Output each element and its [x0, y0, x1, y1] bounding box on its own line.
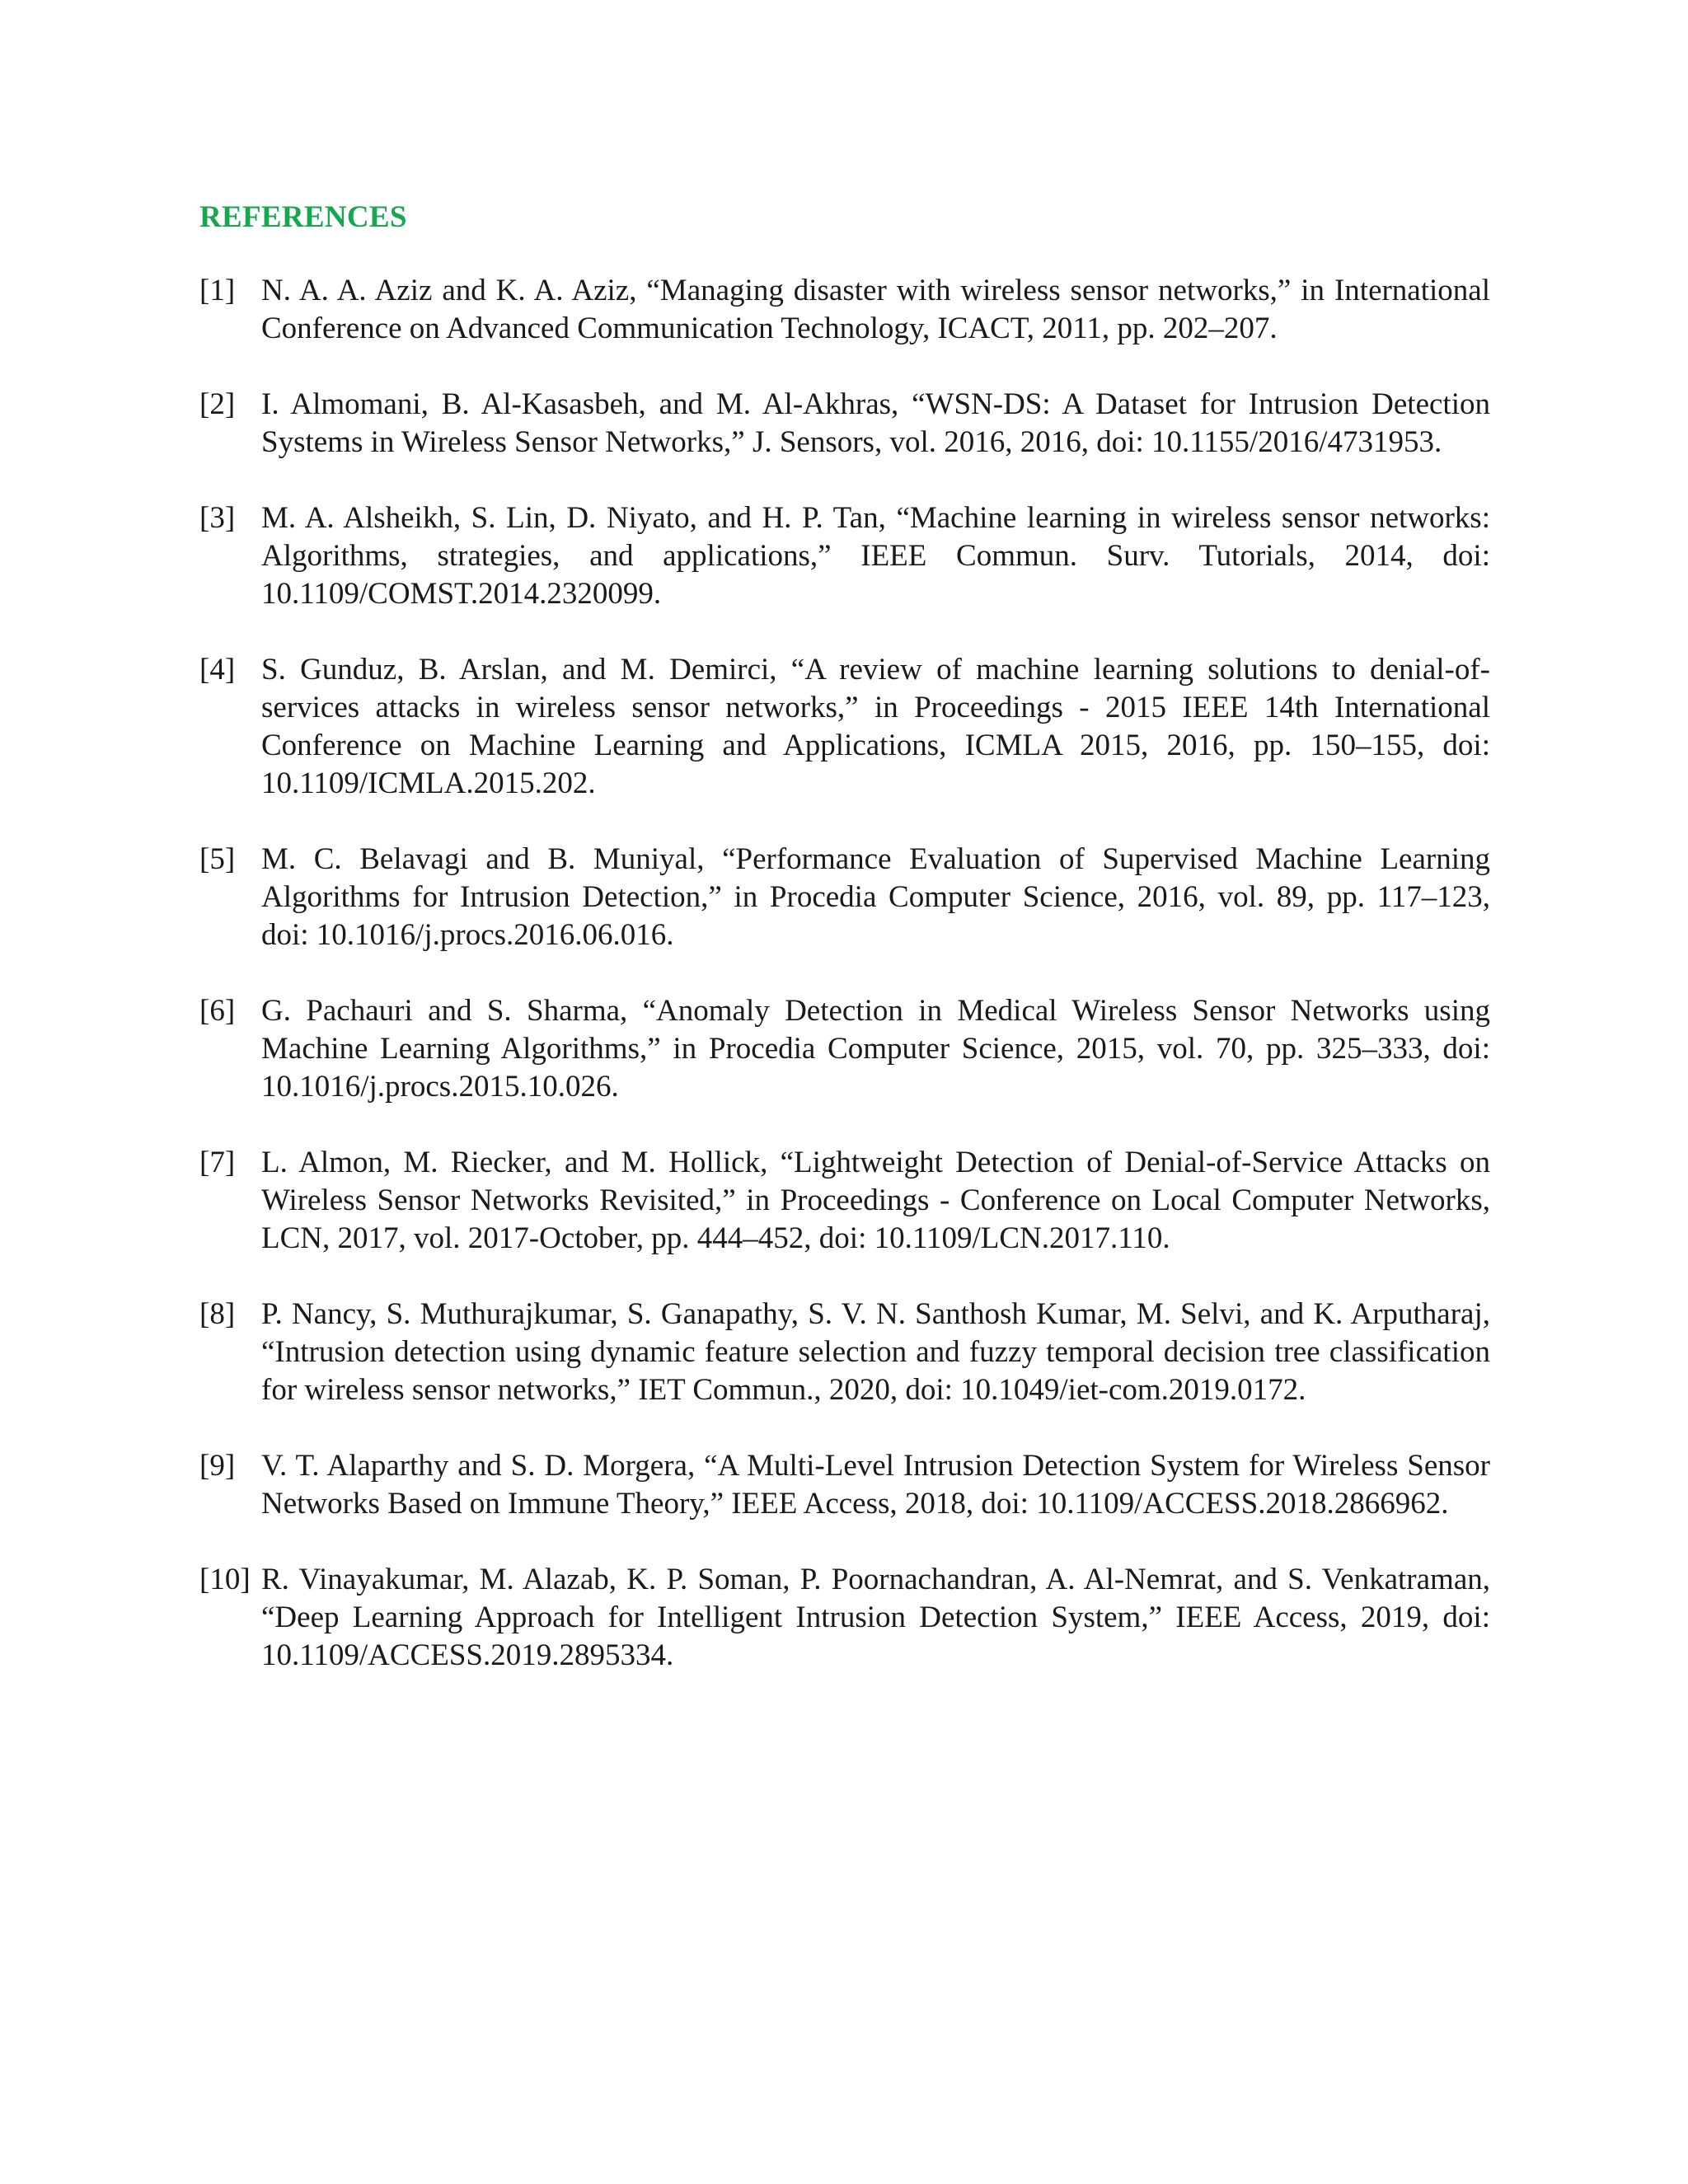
reference-text: N. A. A. Aziz and K. A. Aziz, “Managing disaster with wireless sensor networks,” in International Conference on Advanced Communication Technology, ICACT, 2011, pp. 202–207.: [261, 274, 1490, 345]
reference-text: P. Nancy, S. Muthurajkumar, S. Ganapathy, S. V. N. Santhosh Kumar, M. Selvi, and K. Arputharaj, “Intrusion detection using dynamic feature selection and fuzzy temporal decision tree classification for wireless sensor networks,” IET Commun., 2020, doi: 10.1049/iet-com.2019.0172.: [261, 1297, 1490, 1407]
reference-item: [199, 1447, 1490, 1523]
reference-list: [199, 272, 1490, 1713]
reference-number: [5]: [199, 842, 236, 876]
reference-item: [199, 651, 1490, 803]
reference-text: M. A. Alsheikh, S. Lin, D. Niyato, and H. P. Tan, “Machine learning in wireless sensor networks: Algorithms, strategies, and applications,” IEEE Commun. Surv. Tutorials, 2014, doi: 10.1109/COMST.2014.2320099.: [261, 501, 1490, 611]
reference-number: [1]: [199, 274, 236, 307]
reference-item: [199, 1561, 1490, 1675]
reference-number: [6]: [199, 994, 236, 1028]
reference-text: S. Gunduz, B. Arslan, and M. Demirci, “A review of machine learning solutions to denial-of-services attacks in wireless sensor networks,” in Proceedings - 2015 IEEE 14th International Conference on Machine Learning and Applications, ICMLA 2015, 2016, pp. 150–155, doi: 10.1109/ICMLA.2015.202.: [261, 653, 1490, 800]
reference-number: [9]: [199, 1449, 236, 1483]
reference-number: [7]: [199, 1146, 236, 1179]
reference-text: R. Vinayakumar, M. Alazab, K. P. Soman, P. Poornachandran, A. Al-Nemrat, and S. Venkatraman, “Deep Learning Approach for Intelligent Intrusion Detection System,” IEEE Access, 2019, doi: 10.1109/ACCESS.2019.2895334.: [261, 1563, 1490, 1672]
reference-item: [199, 499, 1490, 613]
reference-text: I. Almomani, B. Al-Kasasbeh, and M. Al-Akhras, “WSN-DS: A Dataset for Intrusion Detection Systems in Wireless Sensor Networks,” J. Sensors, vol. 2016, 2016, doi: 10.1155/2016/4731953.: [261, 387, 1490, 459]
reference-item: [199, 992, 1490, 1106]
reference-text: G. Pachauri and S. Sharma, “Anomaly Detection in Medical Wireless Sensor Networks using Machine Learning Algorithms,” in Procedia Computer Science, 2015, vol. 70, pp. 325–333, doi: 10.1016/j.procs.2015.10.026.: [261, 994, 1490, 1104]
reference-number: [10]: [199, 1563, 251, 1596]
reference-item: [199, 386, 1490, 462]
reference-text: M. C. Belavagi and B. Muniyal, “Performance Evaluation of Supervised Machine Learning Algorithms for Intrusion Detection,” in Procedia Computer Science, 2016, vol. 89, pp. 117–123, doi: 10.1016/j.procs.2016.06.016.: [261, 842, 1490, 952]
reference-item: [199, 841, 1490, 954]
reference-number: [8]: [199, 1297, 236, 1331]
reference-text: V. T. Alaparthy and S. D. Morgera, “A Multi-Level Intrusion Detection System for Wireless Sensor Networks Based on Immune Theory,” IEEE Access, 2018, doi: 10.1109/ACCESS.2018.2866962.: [261, 1449, 1490, 1521]
reference-item: [199, 1296, 1490, 1409]
references-heading: REFERENCES: [199, 200, 407, 234]
reference-text: L. Almon, M. Riecker, and M. Hollick, “Lightweight Detection of Denial-of-Service Attacks on Wireless Sensor Networks Revisited,” in Proceedings - Conference on Local Computer Networks, LCN, 2017, vol. 2017-October, pp. 444–452, doi: 10.1109/LCN.2017.110.: [261, 1146, 1490, 1255]
reference-number: [4]: [199, 653, 236, 687]
reference-number: [2]: [199, 387, 236, 421]
reference-number: [3]: [199, 501, 236, 535]
reference-item: [199, 272, 1490, 348]
reference-item: [199, 1144, 1490, 1258]
